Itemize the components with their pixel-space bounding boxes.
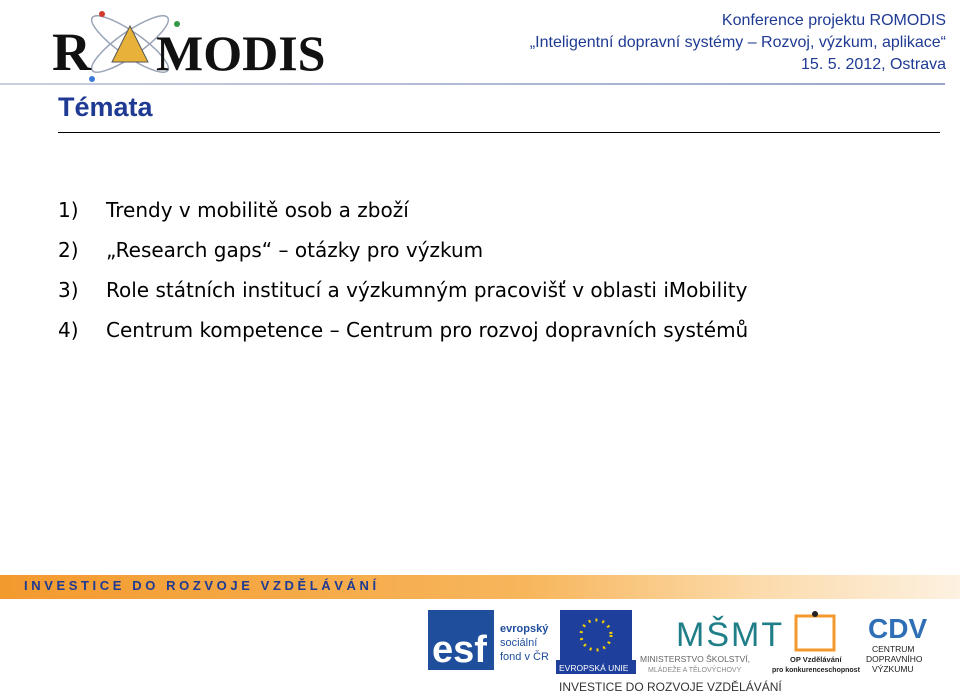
agenda-list [58, 190, 748, 350]
msmt-line-1: MINISTERSTVO ŠKOLSTVÍ, [640, 654, 751, 664]
esf-logo [428, 610, 549, 671]
msmt-line-2: MLÁDEŽE A TĚLOVÝCHOVY [648, 667, 742, 674]
romodis-logo [52, 4, 326, 84]
msmt-logo [640, 616, 784, 674]
cdv-line-3: VÝZKUMU [872, 664, 914, 674]
op-logo [772, 611, 861, 674]
item-number: 3) [58, 278, 79, 302]
conference-info [530, 10, 946, 76]
cdv-line-2: DOPRAVNÍHO [866, 654, 923, 664]
footer-bottom-text: INVESTICE DO ROZVOJE VZDĚLÁVÁNÍ [559, 680, 782, 694]
footer-band-text: INVESTICE DO ROZVOJE VZDĚLÁVÁNÍ [24, 578, 380, 593]
item-text: Centrum kompetence – Centrum pro rozvoj dopravních systémů [106, 318, 749, 342]
esf-line-3: fond v ČR [500, 651, 549, 663]
slide-title: Témata [58, 92, 153, 122]
logo-word-modis: MODIS [156, 25, 326, 81]
op-line-1: OP Vzdělávání [790, 655, 842, 664]
title-underline [58, 132, 940, 133]
item-text: „Research gaps“ – otázky pro výzkum [106, 238, 484, 262]
list-item [58, 190, 748, 230]
esf-line-2: sociální [500, 637, 538, 649]
item-number: 2) [58, 238, 79, 262]
logo-letter-r: R [52, 22, 91, 82]
list-item [58, 230, 748, 270]
eu-logo [556, 610, 636, 674]
conference-line-1: Konference projektu ROMODIS [721, 12, 946, 29]
esf-line-1: evropský [500, 623, 549, 635]
list-item [58, 310, 748, 350]
logo-dot-1 [99, 11, 105, 17]
sponsor-logos [420, 606, 940, 676]
logo-triangle [112, 26, 148, 62]
header-divider [0, 83, 945, 85]
msmt-mark: MŠMT [676, 616, 785, 654]
item-number: 1) [58, 198, 79, 222]
op-shape [796, 616, 834, 650]
cdv-mark: CDV [868, 613, 928, 644]
item-text: Role státních institucí a výzkumným pracovišť v oblasti iMobility [106, 278, 748, 302]
eu-flag [560, 610, 632, 660]
op-dot [812, 611, 818, 617]
list-item [58, 270, 748, 310]
cdv-line-1: CENTRUM [872, 644, 915, 654]
eu-caption: EVROPSKÁ UNIE [559, 663, 629, 673]
op-line-2: pro konkurenceschopnost [772, 667, 860, 674]
conference-line-3: 15. 5. 2012, Ostrava [801, 56, 946, 73]
item-number: 4) [58, 318, 79, 342]
cdv-logo [866, 613, 927, 674]
item-text: Trendy v mobilitě osob a zboží [106, 198, 409, 222]
conference-line-2: „Inteligentní dopravní systémy – Rozvoj, výzkum, aplikace“ [529, 34, 946, 51]
esf-letters: esf [432, 629, 487, 671]
